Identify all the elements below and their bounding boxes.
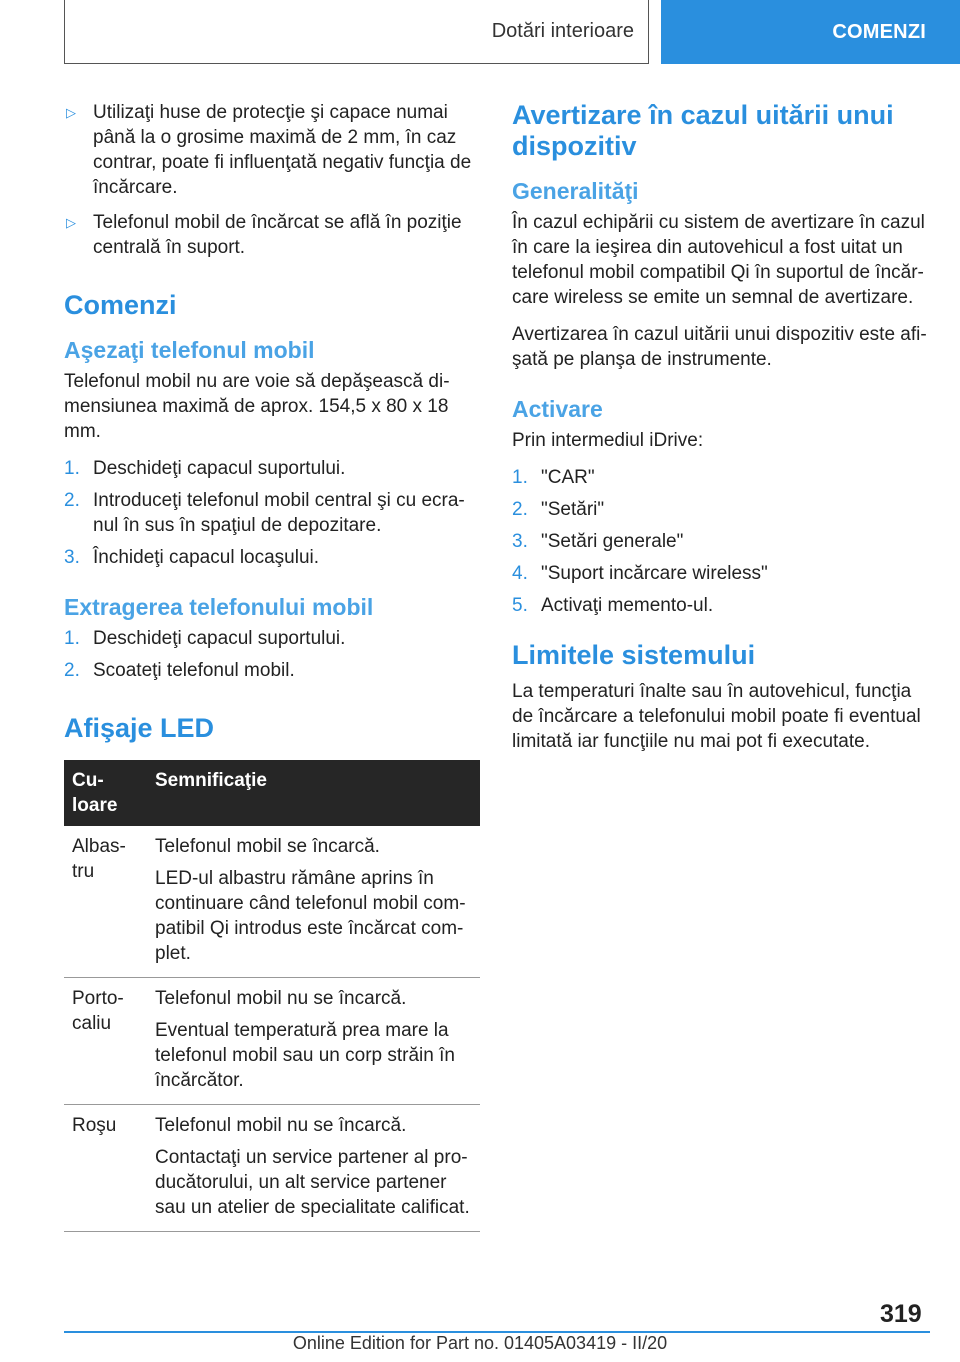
step-number: 3. xyxy=(64,547,80,568)
cell-meaning: Telefonul mobil nu se încarcă. xyxy=(155,988,407,1009)
heading-comenzi: Comenzi xyxy=(64,290,177,320)
step-number: 4. xyxy=(512,563,528,584)
step-number: 2. xyxy=(512,499,528,520)
cell-meaning: Contactaţi un service partener al producătorului, un alt service partener sau un atelier de specialitate calificat. xyxy=(155,1147,470,1218)
generalitati-text: Avertizarea în cazul uitării unui dispozitiv este afişată pe planşa de instrumente. xyxy=(512,324,927,370)
cell-color: Portocaliu xyxy=(72,988,124,1034)
step-text: "Setări" xyxy=(541,499,605,520)
limitele-text: La temperaturi înalte sau în autovehicul, funcţia de încărcare a telefonului mobil poate fi eventual limitată iar funcţiile nu mai pot fi executate. xyxy=(512,681,921,752)
step-number: 2. xyxy=(64,660,80,681)
header-section-tab xyxy=(64,0,649,64)
step-item xyxy=(64,658,480,683)
step-text: "Setări generale" xyxy=(541,531,684,552)
step-number: 1. xyxy=(512,467,528,488)
step-item xyxy=(512,593,928,618)
heading-afisaje-led: Afişaje LED xyxy=(64,713,215,743)
header-section-label: Dotări interioare xyxy=(491,20,634,42)
step-number: 3. xyxy=(512,531,528,552)
step-number: 5. xyxy=(512,595,528,616)
heading-generalitati: Generalităţi xyxy=(512,178,639,204)
heading-asezati: Aşezaţi telefonul mobil xyxy=(64,337,315,363)
step-text: Activaţi memento-ul. xyxy=(541,595,714,616)
table-row xyxy=(64,1105,480,1232)
step-item xyxy=(512,497,928,522)
footer-edition xyxy=(0,1333,960,1354)
cell-meaning: Eventual temperatură prea mare la telefonul mobil sau un corp străin în încărcător. xyxy=(155,1020,455,1091)
triangle-right-icon: ▷ xyxy=(66,105,76,120)
column-header-meaning: Semnificaţie xyxy=(147,760,480,826)
footer-edition-text: Online Edition for Part no. 01405A03419 - II/20 xyxy=(292,1333,668,1353)
step-item xyxy=(64,626,480,651)
triangle-right-icon: ▷ xyxy=(66,215,76,230)
header-chapter-tab xyxy=(661,0,960,64)
cell-meaning: Telefonul mobil nu se încarcă. xyxy=(155,1115,407,1136)
step-number: 1. xyxy=(64,458,80,479)
table-row xyxy=(64,978,480,1105)
heading-extragerea: Extragerea telefonului mobil xyxy=(64,594,374,620)
activare-intro: Prin intermediul iDrive: xyxy=(512,430,704,451)
step-item xyxy=(64,545,480,570)
bullet-text: Utilizaţi huse de protecţie şi capace numai până la o grosime maximă de 2 mm, în caz contrar, poate fi influenţată negativ funcţia de încărcare. xyxy=(93,102,472,198)
left-column xyxy=(64,100,480,1232)
cell-meaning: Telefonul mobil se încarcă. xyxy=(155,836,380,857)
led-table xyxy=(64,760,480,1232)
step-text: Închideţi capacul locaşului. xyxy=(93,547,320,568)
heading-activare: Activare xyxy=(512,396,603,422)
table-row xyxy=(64,826,480,978)
step-text: Scoateţi telefonul mobil. xyxy=(93,660,295,681)
step-item xyxy=(512,529,928,554)
step-number: 2. xyxy=(64,490,80,511)
step-item xyxy=(512,561,928,586)
bullet-text: Telefonul mobil de încărcat se află în poziţie centrală în suport. xyxy=(93,212,462,258)
step-text: Introduceţi telefonul mobil central şi cu ecranul în sus în spaţiul de depozitare. xyxy=(93,490,465,536)
heading-limitele: Limitele sistemului xyxy=(512,640,756,670)
bullet-item xyxy=(64,100,480,200)
step-text: Deschideţi capacul suportului. xyxy=(93,628,346,649)
heading-avertizare: Avertizare în cazul uitării unui dispozitiv xyxy=(512,100,894,161)
step-item xyxy=(64,456,480,481)
asezati-text: Telefonul mobil nu are voie să depăşească dimensiunea maximă de aprox. 154,5 x 80 x 18 mm. xyxy=(64,371,450,442)
column-header-color: Culoare xyxy=(64,760,147,826)
step-text: "Suport incărcare wireless" xyxy=(541,563,768,584)
table-header-row xyxy=(64,760,480,826)
step-item xyxy=(512,465,928,490)
page-number: 319 xyxy=(880,1300,922,1328)
cell-color: Albastru xyxy=(72,836,126,882)
generalitati-text: În cazul echipării cu sistem de avertizare în cazul în care la ieşirea din autovehicul a fost uitat un telefonul mobil compatibil Qi în suportul de încărcare wireless se emite un semnal de avertizare. xyxy=(512,212,925,308)
step-text: Deschideţi capacul suportului. xyxy=(93,458,346,479)
bullet-item xyxy=(64,210,480,260)
right-column xyxy=(512,100,928,766)
header-chapter-label: COMENZI xyxy=(832,20,926,43)
cell-color: Roşu xyxy=(72,1115,117,1136)
step-number: 1. xyxy=(64,628,80,649)
cell-meaning: LED-ul albastru rămâne aprins în continuare când telefonul mobil compatibil Qi introdus este încărcat complet. xyxy=(155,868,466,964)
step-text: "CAR" xyxy=(541,467,595,488)
step-item xyxy=(64,488,480,538)
